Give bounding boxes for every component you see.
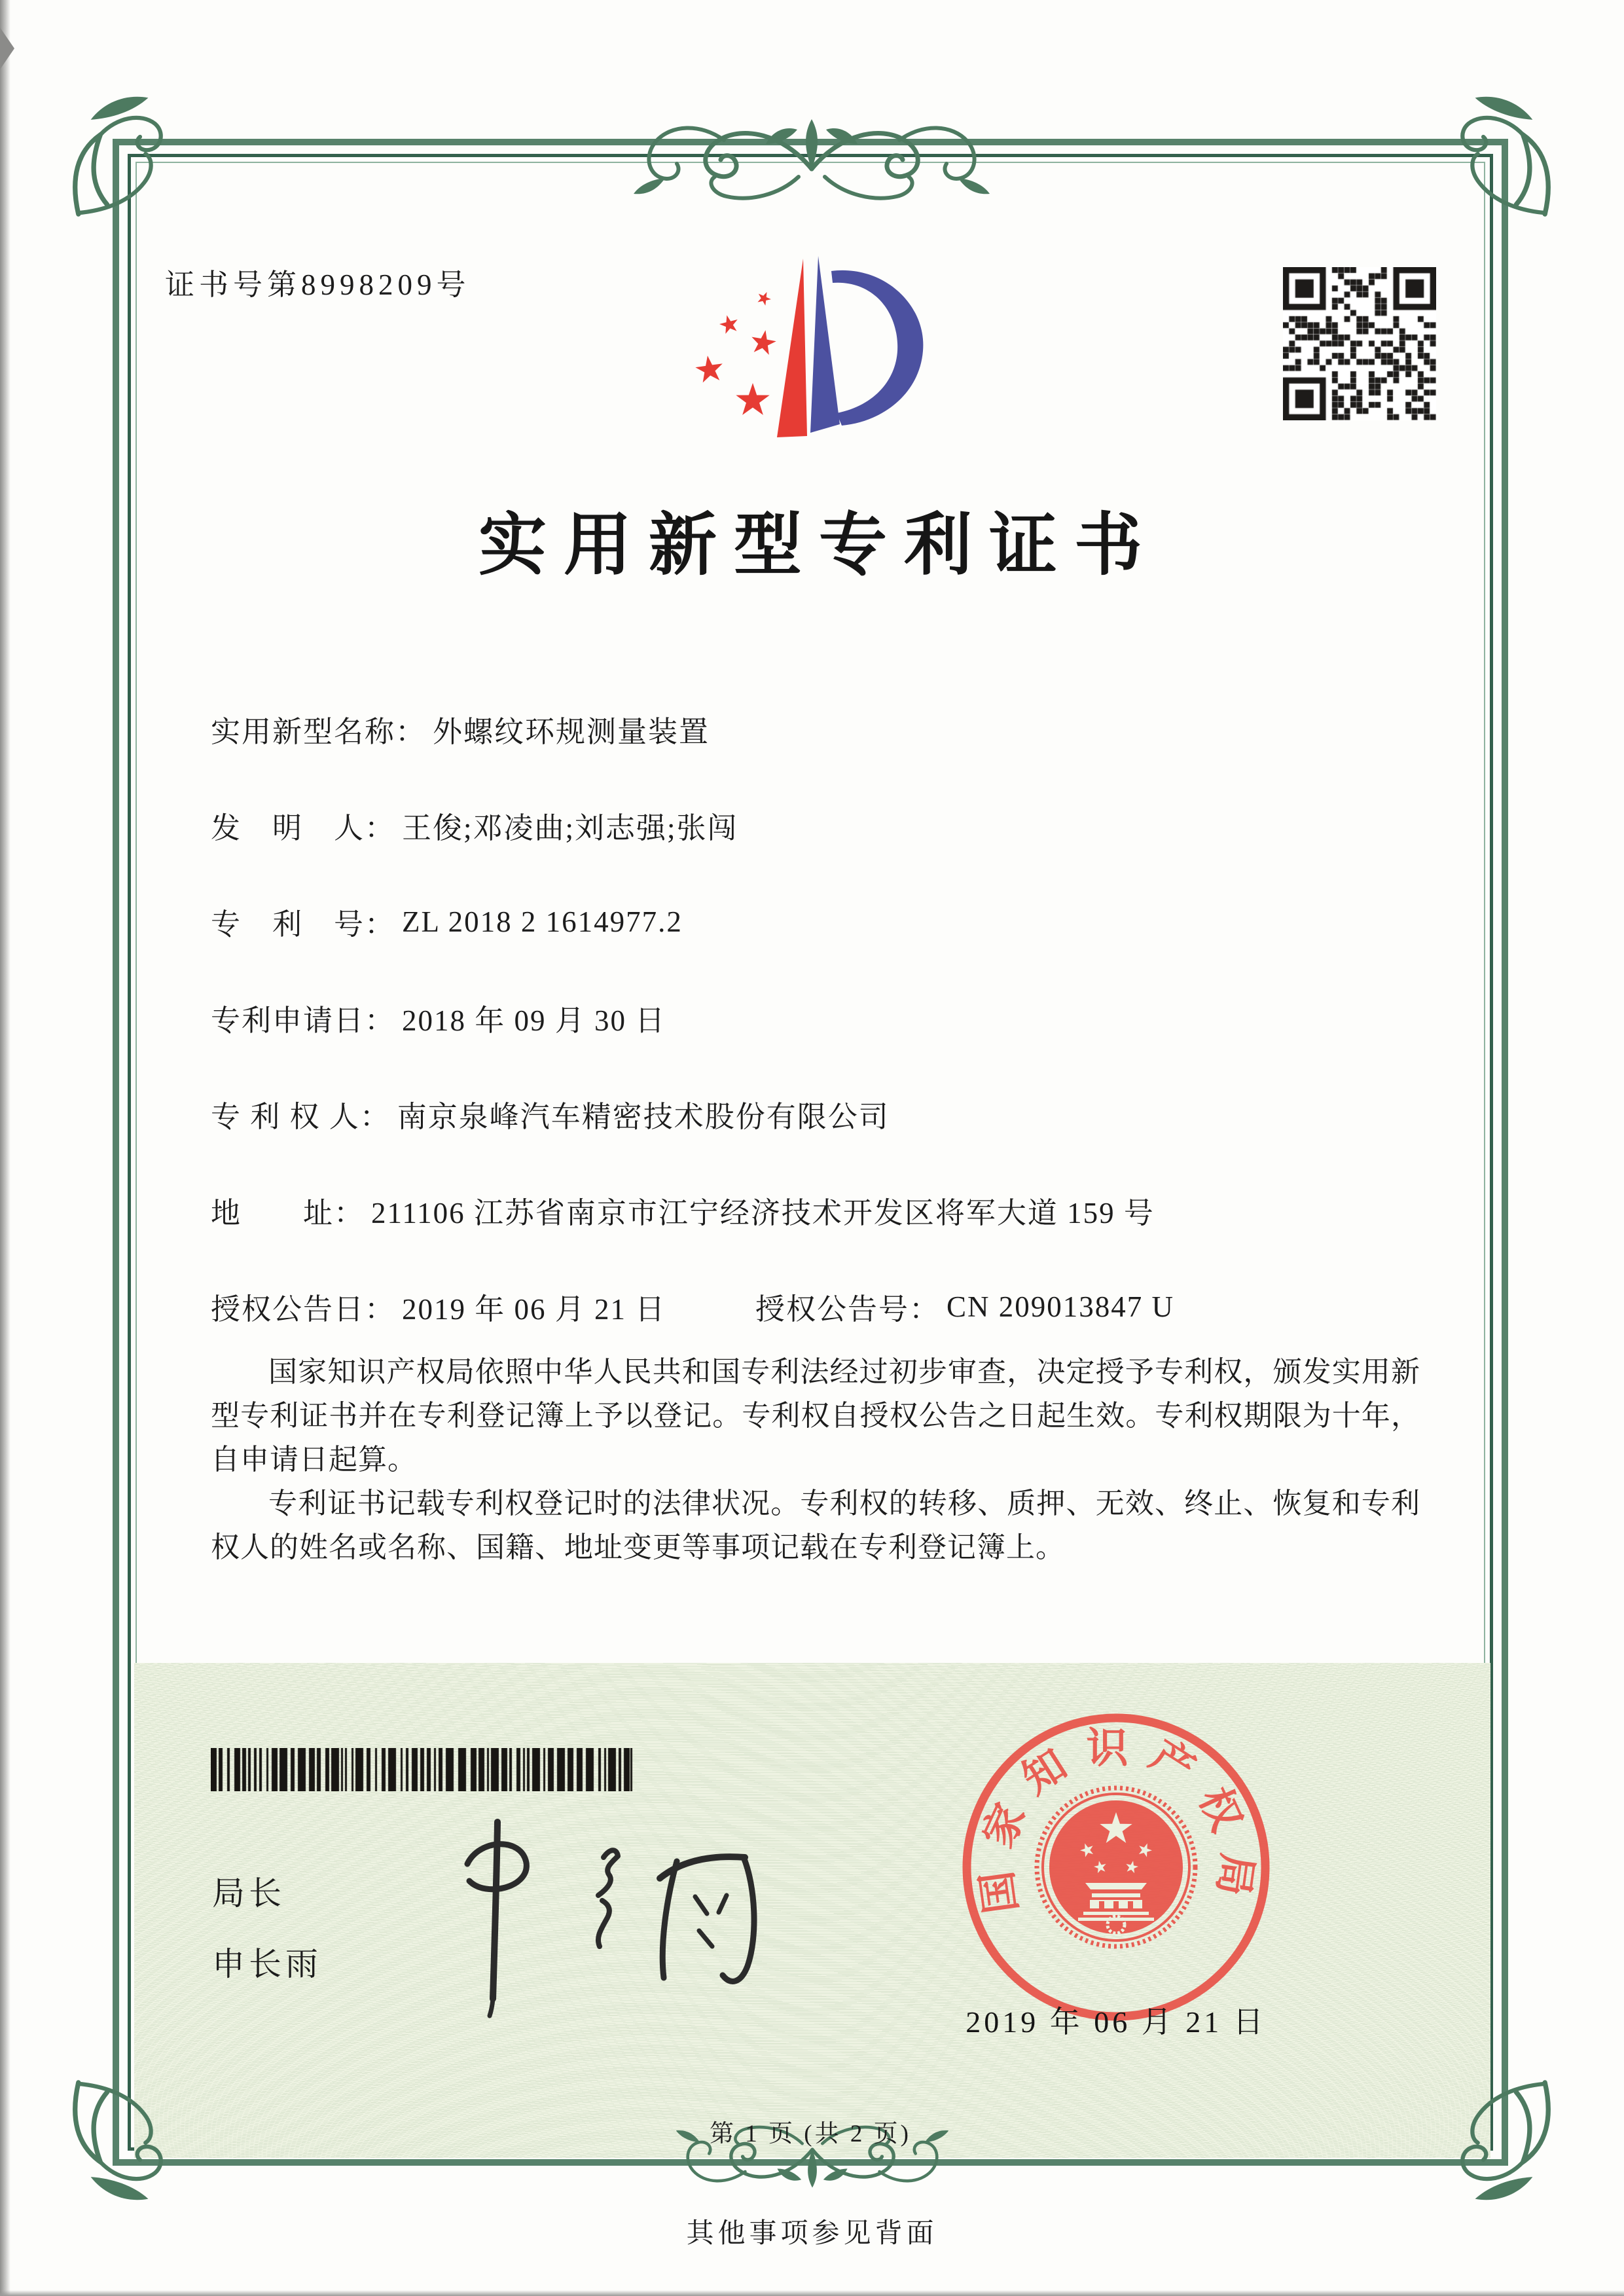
- field-value: ZL 2018 2 1614977.2: [402, 905, 683, 938]
- field-label: 地 址：: [211, 1197, 365, 1230]
- top-center-flourish-icon: [602, 103, 1021, 221]
- qr-code: [1283, 267, 1436, 420]
- signature-script: [399, 1797, 818, 2033]
- cnipa-patent-logo-icon: [668, 228, 929, 457]
- legal-paragraph-2: 专利证书记载专利权登记时的法律状况。专利权的转移、质押、无效、终止、恢复和专利权人的姓名或名称、国籍、地址变更等事项记载在专利登记簿上。: [211, 1487, 1420, 1563]
- seal-date: 2019 年 06 月 21 日: [965, 2005, 1267, 2039]
- back-side-note: 其他事项参见背面: [686, 2219, 938, 2249]
- top-right-flourish-icon: [1422, 77, 1572, 228]
- field-label: 专利申请日：: [211, 1004, 396, 1037]
- field-label: 发 明 人：: [211, 812, 396, 845]
- signer-name: 申长雨: [212, 1946, 322, 1982]
- field-label: 授权公告日：: [211, 1293, 396, 1326]
- field-label: 实用新型名称：: [211, 716, 427, 748]
- page-number: 第 1 页 (共 2 页): [710, 2121, 911, 2147]
- field-value: 211106 江苏省南京市江宁经济技术开发区将军大道 159 号: [371, 1197, 1155, 1230]
- field-label: 专 利 权 人：: [211, 1101, 391, 1133]
- national-emblem-icon: [1037, 1788, 1195, 1946]
- scan-edge-shadow: [0, 0, 10, 2296]
- field-value: 2018 年 09 月 30 日: [402, 1004, 666, 1037]
- field-row-address: [211, 1162, 1428, 1258]
- field-value: 王俊;邓凌曲;刘志强;张闯: [402, 812, 738, 845]
- bibliographic-fields: [211, 681, 1428, 1355]
- field-label: 专 利 号：: [211, 908, 396, 941]
- field-row-patent-number: [211, 873, 1428, 970]
- field-pair-grant-number: [755, 1258, 1174, 1355]
- signer-block: [212, 1858, 322, 1999]
- signer-role: 局长: [212, 1875, 285, 1912]
- seal-agency-text: 国家知识产权局: [971, 1725, 1261, 1916]
- field-row-utility-model-name: [211, 681, 1428, 777]
- legal-paragraph-1: 国家知识产权局依照中华人民共和国专利法经过初步审查，决定授予专利权，颁发实用新型专利证书并在专利登记簿上予以登记。专利权自授权公告之日起生效。专利权期限为十年，自申请日起算。: [211, 1356, 1420, 1476]
- cnipa-round-seal: [952, 1704, 1280, 2031]
- barcode: [211, 1748, 633, 1791]
- field-value: 外螺纹环规测量装置: [433, 716, 710, 748]
- certificate-number: 证书号第8998209号: [165, 268, 471, 301]
- top-left-flourish-icon: [51, 77, 202, 228]
- field-row-grant: [211, 1258, 1428, 1355]
- field-value: 2019 年 06 月 21 日: [402, 1293, 666, 1326]
- field-value: 南京泉峰汽车精密技术股份有限公司: [397, 1101, 890, 1133]
- field-row-inventors: [211, 777, 1428, 873]
- legal-text: [211, 1350, 1420, 1569]
- field-value: CN 209013847 U: [947, 1290, 1175, 1323]
- scan-edge-shadow-bottom: [0, 2290, 1624, 2296]
- field-row-patentee: [211, 1066, 1428, 1162]
- certificate-title: 实用新型专利证书: [478, 508, 1159, 583]
- field-label: 授权公告号：: [755, 1293, 941, 1326]
- field-row-filing-date: [211, 970, 1428, 1066]
